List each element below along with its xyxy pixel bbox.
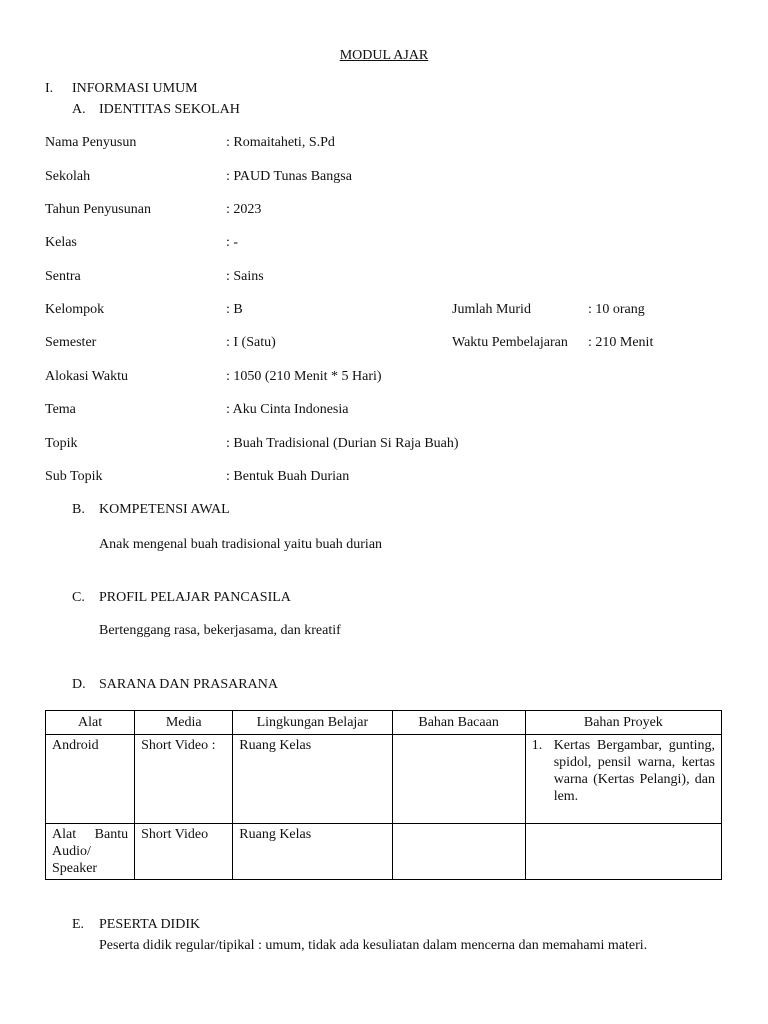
field-value-alokasi-waktu: : 1050 (210 Menit * 5 Hari): [226, 369, 382, 384]
field-label-nama-penyusun: Nama Penyusun: [45, 135, 137, 150]
field-label-sekolah: Sekolah: [45, 169, 91, 184]
list-number: 1.: [531, 738, 543, 753]
field-value-sekolah: : PAUD Tunas Bangsa: [226, 169, 352, 184]
peserta-text: Peserta didik regular/tipikal : umum, tidak ada kesuliatan dalam mencerna dan memahami materi.: [99, 938, 648, 953]
subsection-heading-profil: PROFIL PELAJAR PANCASILA: [99, 590, 291, 605]
field-value-tema: : Aku Cinta Indonesia: [226, 402, 349, 417]
field-label-topik: Topik: [45, 436, 78, 451]
table-row: [46, 824, 722, 880]
subsection-letter: B.: [72, 502, 85, 517]
cell-lingkungan: Ruang Kelas: [233, 735, 392, 824]
column-header-lingkungan: Lingkungan Belajar: [233, 711, 392, 735]
column-header-media: Media: [135, 711, 233, 735]
field-label-tahun: Tahun Penyusunan: [45, 202, 151, 217]
cell-bacaan: [392, 824, 525, 880]
subsection-letter: D.: [72, 677, 86, 692]
subsection-letter: E.: [72, 917, 85, 932]
field-value-topik: : Buah Tradisional (Durian Si Raja Buah): [226, 436, 459, 451]
cell-bacaan: [392, 735, 525, 824]
subsection-heading-kompetensi: KOMPETENSI AWAL: [99, 502, 230, 517]
subsection-letter: C.: [72, 590, 85, 605]
field-label-semester: Semester: [45, 335, 97, 350]
field-label-alokasi-waktu: Alokasi Waktu: [45, 369, 128, 384]
field-label-kelas: Kelas: [45, 235, 77, 250]
table-header-row: [46, 711, 722, 735]
cell-alat: Android: [46, 735, 135, 824]
field-value-sub-topik: : Bentuk Buah Durian: [226, 469, 350, 484]
field-value-waktu-pembelajaran: : 210 Menit: [588, 335, 654, 350]
cell-lingkungan: Ruang Kelas: [233, 824, 392, 880]
column-header-alat: Alat: [46, 711, 135, 735]
field-value-sentra: : Sains: [226, 269, 264, 284]
cell-proyek: [525, 824, 721, 880]
field-label-waktu-pembelajaran: Waktu Pembelajaran: [452, 335, 568, 350]
proyek-text: Kertas Bergambar, gunting, spidol, pensil warna, kertas warna (Kertas Pelangi), dan lem.: [553, 738, 715, 804]
cell-alat: Alat Bantu Audio/ Speaker: [46, 824, 135, 880]
cell-proyek: [525, 735, 721, 824]
subsection-heading-identitas: IDENTITAS SEKOLAH: [99, 102, 240, 117]
field-value-jumlah-murid: : 10 orang: [588, 302, 645, 317]
subsection-letter: A.: [72, 102, 86, 117]
table-row: [46, 735, 722, 824]
cell-media: Short Video: [135, 824, 233, 880]
kompetensi-text: Anak mengenal buah tradisional yaitu buah durian: [99, 537, 383, 552]
column-header-proyek: Bahan Proyek: [525, 711, 721, 735]
subsection-heading-peserta: PESERTA DIDIK: [99, 917, 201, 932]
section-number: I.: [45, 81, 54, 96]
cell-media: Short Video :: [135, 735, 233, 824]
section-heading: INFORMASI UMUM: [72, 81, 198, 96]
proyek-list-item: [532, 737, 715, 805]
field-value-kelas: : -: [226, 235, 239, 250]
field-value-semester: : I (Satu): [226, 335, 276, 350]
column-header-bacaan: Bahan Bacaan: [392, 711, 525, 735]
field-label-tema: Tema: [45, 402, 76, 417]
field-label-jumlah-murid: Jumlah Murid: [452, 302, 531, 317]
subsection-heading-sarana: SARANA DAN PRASARANA: [99, 677, 278, 692]
document-title: MODUL AJAR: [339, 48, 429, 63]
field-value-kelompok: : B: [226, 302, 243, 317]
field-value-nama-penyusun: : Romaitaheti, S.Pd: [226, 135, 335, 150]
field-label-sub-topik: Sub Topik: [45, 469, 103, 484]
profil-text: Bertenggang rasa, bekerjasama, dan kreatif: [99, 623, 341, 638]
field-label-sentra: Sentra: [45, 269, 81, 284]
field-value-tahun: : 2023: [226, 202, 262, 217]
sarana-table: [45, 710, 722, 880]
field-label-kelompok: Kelompok: [45, 302, 105, 317]
